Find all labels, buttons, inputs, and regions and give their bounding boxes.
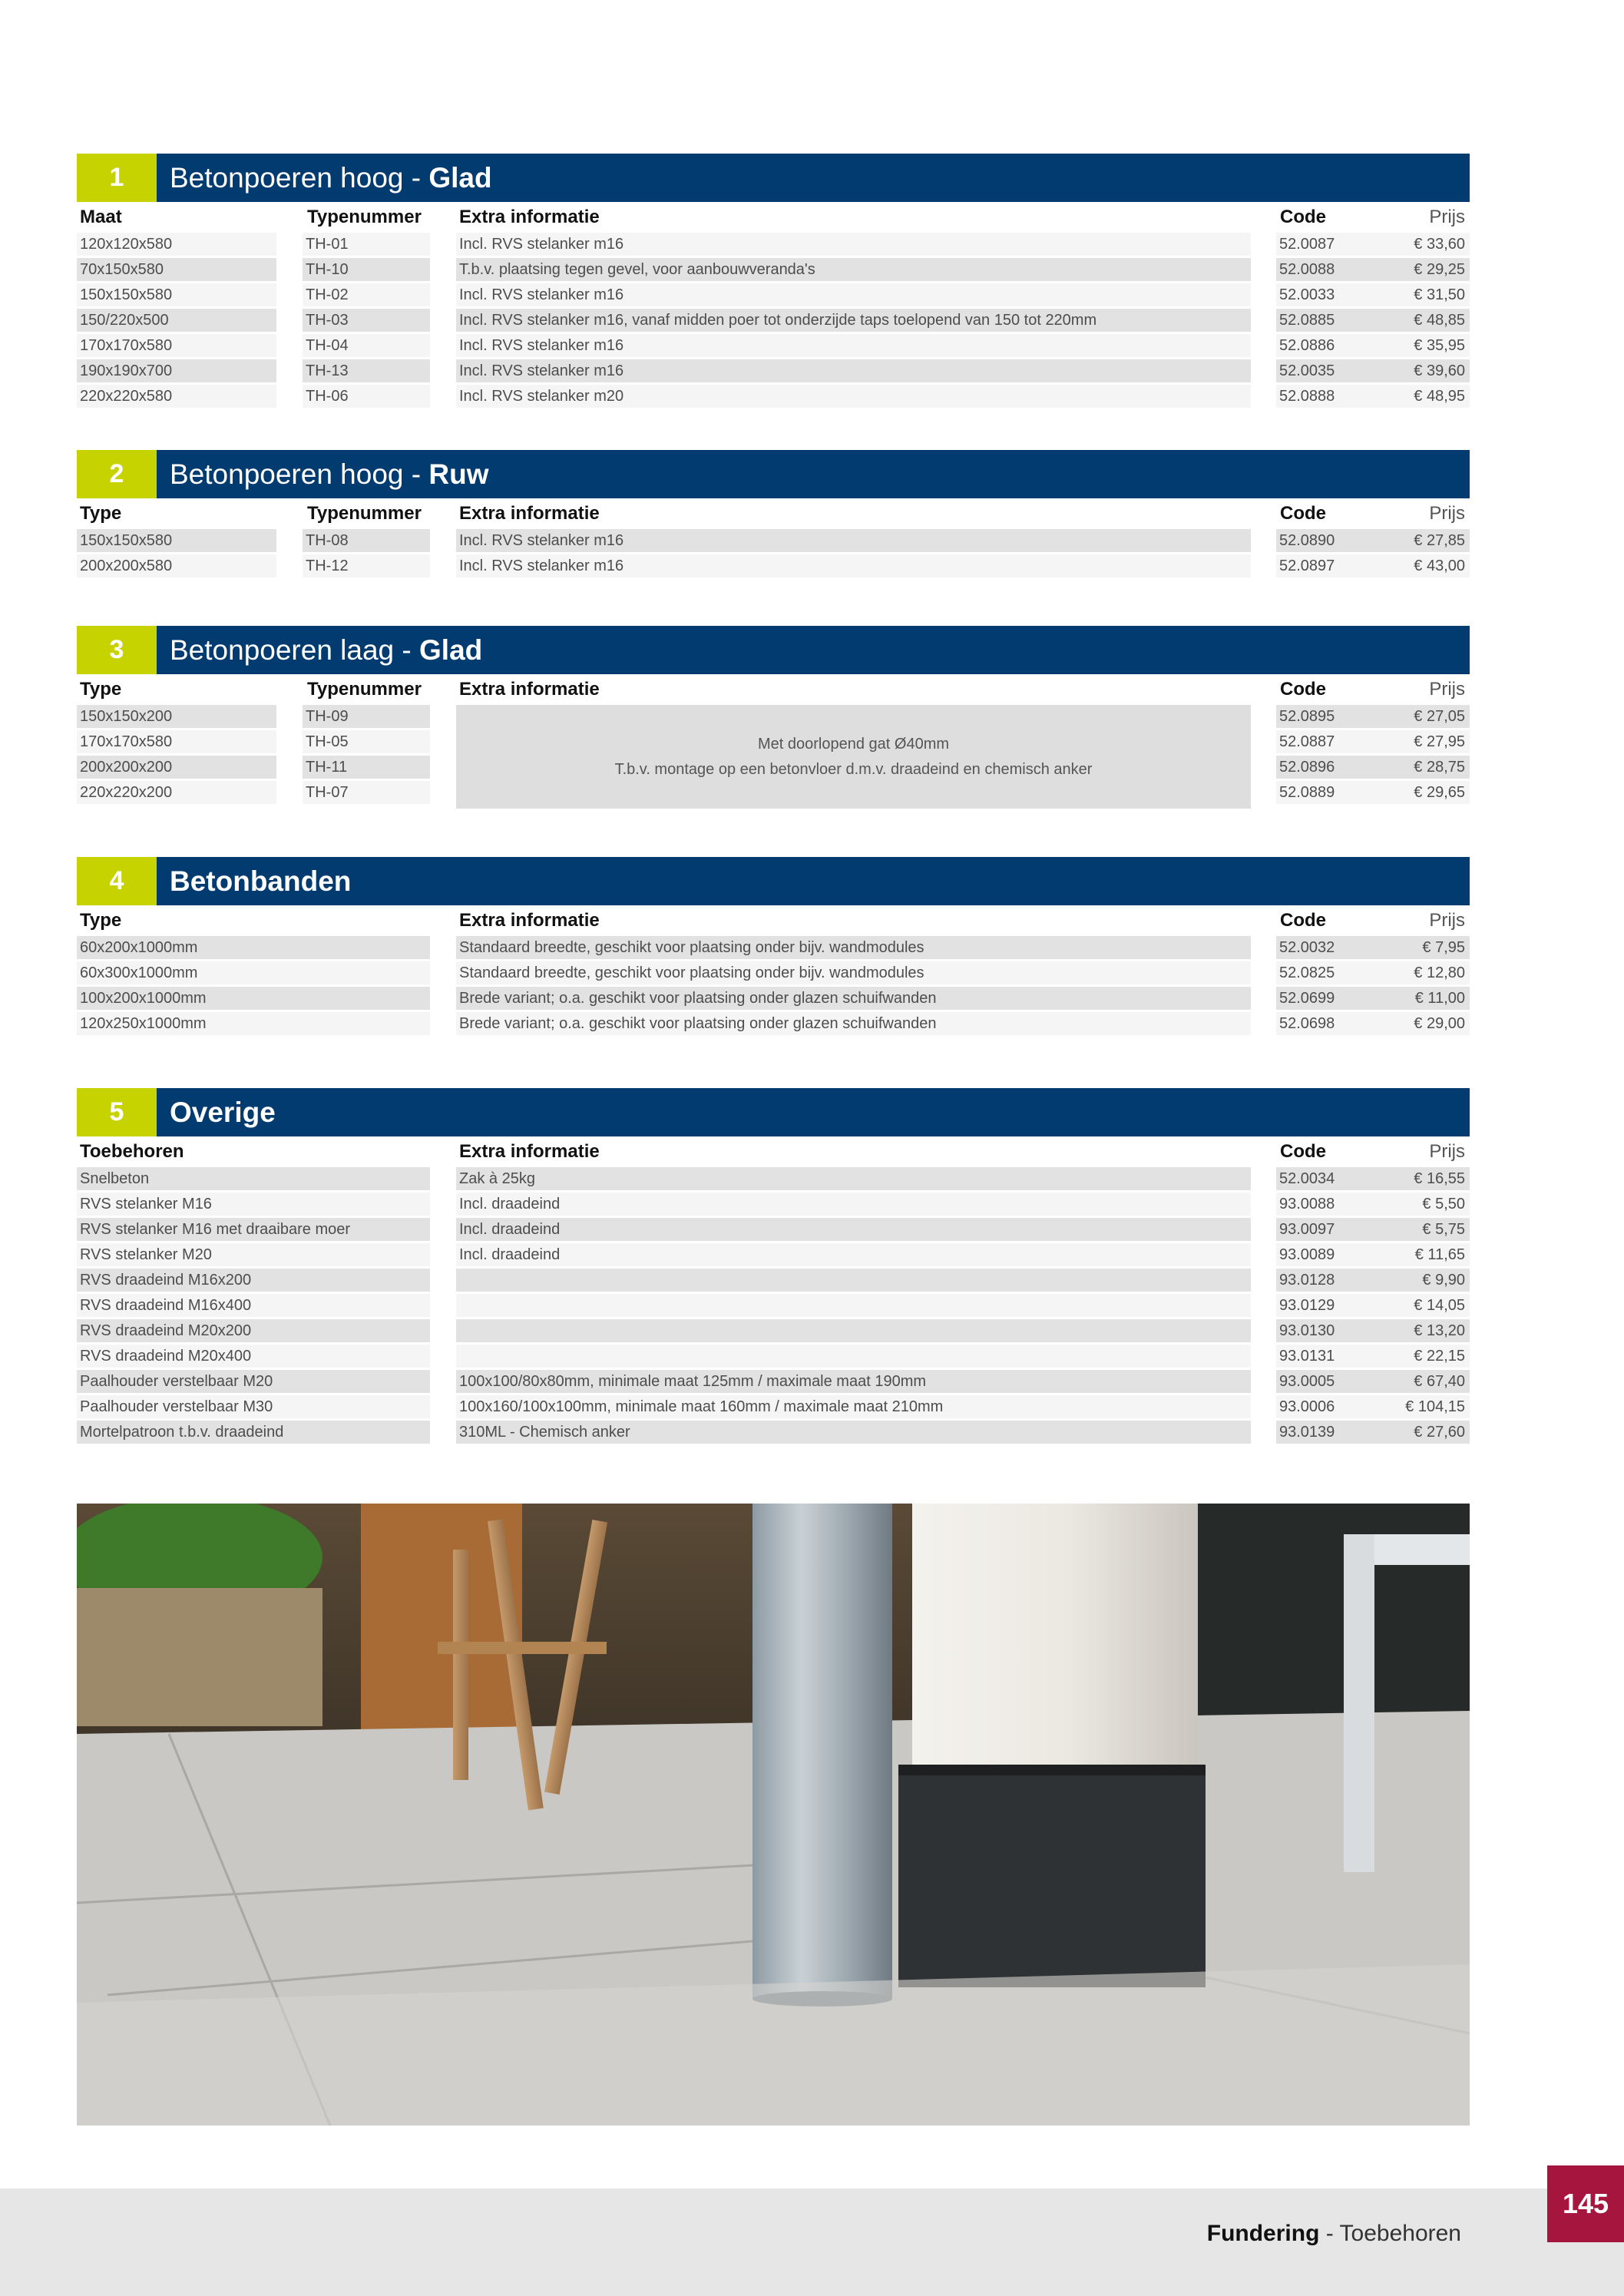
table-body [77, 936, 1470, 1035]
table-row [77, 987, 1470, 1010]
table-row [77, 1345, 1470, 1368]
cell-extra-informatie [456, 1269, 1251, 1292]
cell-typenummer: TH-10 [303, 258, 430, 281]
cell-prijs: € 27,85 [1368, 529, 1470, 552]
cell-code: 93.0130 [1276, 1319, 1368, 1342]
cell-extra-informatie: Zak à 25kg [456, 1167, 1251, 1190]
cell-toebehoren: Paalhouder verstelbaar M30 [77, 1395, 430, 1418]
cell-extra-informatie: T.b.v. plaatsing tegen gevel, voor aanbouwveranda's [456, 258, 1251, 281]
cell-prijs: € 29,25 [1368, 258, 1470, 281]
cell-prijs: € 7,95 [1368, 936, 1470, 959]
cell-code: 52.0032 [1276, 936, 1368, 959]
cell-maat: 190x190x700 [77, 359, 276, 382]
col-header-prijs: Prijs [1429, 503, 1465, 524]
table-row [77, 756, 1470, 779]
table-row [77, 233, 1470, 256]
cell-code: 52.0887 [1276, 730, 1368, 753]
table-row [77, 1012, 1470, 1035]
cell-typenummer: TH-08 [303, 529, 430, 552]
cell-toebehoren: Mortelpatroon t.b.v. draadeind [77, 1421, 430, 1444]
table-row [77, 283, 1470, 306]
cell-code: 93.0128 [1276, 1269, 1368, 1292]
section-title: Overige [170, 1096, 276, 1128]
column-headers [77, 1136, 1470, 1167]
cell-typenummer: TH-05 [303, 730, 430, 753]
cell-code: 52.0890 [1276, 529, 1368, 552]
col-header-type: Type [80, 679, 122, 700]
table-row [77, 961, 1470, 984]
section-header [77, 1088, 1470, 1136]
col-header-extra-informatie: Extra informatie [459, 679, 600, 700]
column-headers [77, 498, 1470, 529]
cell-prijs: € 12,80 [1368, 961, 1470, 984]
col-header-prijs: Prijs [1429, 910, 1465, 931]
product-photo [77, 1504, 1470, 2126]
cell-extra-informatie: Incl. RVS stelanker m16, vanaf midden poer tot onderzijde taps toelopend van 150 tot 220mm [456, 309, 1251, 332]
cell-code: 93.0089 [1276, 1243, 1368, 1266]
cell-toebehoren: RVS stelanker M16 met draaibare moer [77, 1218, 430, 1241]
col-header-extra-informatie: Extra informatie [459, 1141, 600, 1162]
footer-section-label: Fundering - Toebehoren [1206, 2221, 1461, 2246]
section-header [77, 626, 1470, 674]
cell-prijs: € 31,50 [1368, 283, 1470, 306]
table-row [77, 1395, 1470, 1418]
cell-type: 170x170x580 [77, 730, 276, 753]
section-title: Betonpoeren hoog - Glad [170, 161, 492, 194]
col-header-typenummer: Typenummer [307, 503, 422, 524]
section-number: 3 [77, 626, 157, 674]
cell-extra-informatie [456, 1319, 1251, 1342]
table-row [77, 730, 1470, 753]
col-header-code: Code [1280, 207, 1326, 227]
cell-code: 93.0006 [1276, 1395, 1368, 1418]
table-body [77, 705, 1470, 804]
col-header-code: Code [1280, 503, 1326, 524]
cell-extra-informatie: Incl. RVS stelanker m16 [456, 554, 1251, 577]
cell-code: 52.0825 [1276, 961, 1368, 984]
cell-prijs: € 11,65 [1368, 1243, 1470, 1266]
col-header-type: Type [80, 910, 122, 931]
cell-type: 100x200x1000mm [77, 987, 430, 1010]
cell-prijs: € 27,05 [1368, 705, 1470, 728]
section-number: 5 [77, 1088, 157, 1136]
section-header [77, 857, 1470, 905]
cell-code: 52.0896 [1276, 756, 1368, 779]
cell-extra-informatie: Incl. draadeind [456, 1243, 1251, 1266]
cell-extra-informatie: Standaard breedte, geschikt voor plaatsing onder bijv. wandmodules [456, 961, 1251, 984]
cell-toebehoren: RVS draadeind M16x200 [77, 1269, 430, 1292]
cell-toebehoren: RVS stelanker M20 [77, 1243, 430, 1266]
cell-prijs: € 33,60 [1368, 233, 1470, 256]
section-betonpoeren-hoog-ruw [77, 450, 1470, 580]
cell-extra-informatie [456, 1294, 1251, 1317]
col-header-prijs: Prijs [1429, 679, 1465, 700]
column-headers [77, 674, 1470, 705]
cell-prijs: € 14,05 [1368, 1294, 1470, 1317]
cell-typenummer: TH-09 [303, 705, 430, 728]
cell-prijs: € 35,95 [1368, 334, 1470, 357]
cell-prijs: € 48,95 [1368, 385, 1470, 408]
table-row [77, 309, 1470, 332]
col-header-code: Code [1280, 910, 1326, 931]
cell-prijs: € 48,85 [1368, 309, 1470, 332]
cell-prijs: € 13,20 [1368, 1319, 1470, 1342]
cell-maat: 220x220x580 [77, 385, 276, 408]
cell-code: 52.0888 [1276, 385, 1368, 408]
table-body [77, 233, 1470, 408]
col-header-prijs: Prijs [1429, 1141, 1465, 1162]
cell-maat: 170x170x580 [77, 334, 276, 357]
col-header-typenummer: Typenummer [307, 207, 422, 227]
table-row [77, 385, 1470, 408]
cell-code: 52.0886 [1276, 334, 1368, 357]
col-header-extra-informatie: Extra informatie [459, 910, 600, 931]
cell-extra-informatie: Brede variant; o.a. geschikt voor plaatsing onder glazen schuifwanden [456, 1012, 1251, 1035]
cell-typenummer: TH-01 [303, 233, 430, 256]
section-title: Betonbanden [170, 865, 352, 897]
cell-extra-informatie: Incl. RVS stelanker m16 [456, 359, 1251, 382]
cell-typenummer: TH-13 [303, 359, 430, 382]
cell-extra-informatie: 100x160/100x100mm, minimale maat 160mm / maximale maat 210mm [456, 1395, 1251, 1418]
cell-prijs: € 39,60 [1368, 359, 1470, 382]
cell-toebehoren: RVS draadeind M20x400 [77, 1345, 430, 1368]
table-body [77, 529, 1470, 577]
table-row [77, 705, 1470, 728]
cell-extra-informatie: Incl. RVS stelanker m16 [456, 233, 1251, 256]
table-row [77, 1319, 1470, 1342]
cell-code: 52.0699 [1276, 987, 1368, 1010]
cell-typenummer: TH-11 [303, 756, 430, 779]
section-number: 4 [77, 857, 157, 905]
cell-type: 220x220x200 [77, 781, 276, 804]
cell-prijs: € 9,90 [1368, 1269, 1470, 1292]
cell-toebehoren: Snelbeton [77, 1167, 430, 1190]
cell-type: 150x150x580 [77, 529, 276, 552]
cell-code: 93.0139 [1276, 1421, 1368, 1444]
photo-illustration [77, 1504, 1470, 2126]
section-betonpoeren-hoog-glad [77, 154, 1470, 410]
cell-extra-informatie: 310ML - Chemisch anker [456, 1421, 1251, 1444]
cell-code: 52.0035 [1276, 359, 1368, 382]
col-header-typenummer: Typenummer [307, 679, 422, 700]
cell-extra-informatie: Incl. draadeind [456, 1218, 1251, 1241]
cell-prijs: € 27,60 [1368, 1421, 1470, 1444]
column-headers [77, 202, 1470, 233]
cell-code: 52.0895 [1276, 705, 1368, 728]
section-number: 2 [77, 450, 157, 498]
cell-code: 52.0889 [1276, 781, 1368, 804]
col-header-code: Code [1280, 679, 1326, 700]
cell-code: 52.0088 [1276, 258, 1368, 281]
cell-maat: 70x150x580 [77, 258, 276, 281]
cell-toebehoren: Paalhouder verstelbaar M20 [77, 1370, 430, 1393]
col-header-code: Code [1280, 1141, 1326, 1162]
cell-extra-informatie: Incl. draadeind [456, 1193, 1251, 1216]
cell-prijs: € 29,00 [1368, 1012, 1470, 1035]
cell-code: 52.0034 [1276, 1167, 1368, 1190]
col-header-maat: Maat [80, 207, 122, 227]
cell-prijs: € 22,15 [1368, 1345, 1470, 1368]
cell-code: 52.0087 [1276, 233, 1368, 256]
cell-prijs: € 11,00 [1368, 987, 1470, 1010]
cell-prijs: € 67,40 [1368, 1370, 1470, 1393]
cell-maat: 120x120x580 [77, 233, 276, 256]
page-footer [0, 2188, 1624, 2296]
cell-prijs: € 104,15 [1368, 1395, 1470, 1418]
table-row [77, 781, 1470, 804]
table-row [77, 1218, 1470, 1241]
col-header-prijs: Prijs [1429, 207, 1465, 227]
cell-code: 52.0897 [1276, 554, 1368, 577]
cell-type: 60x300x1000mm [77, 961, 430, 984]
cell-type: 60x200x1000mm [77, 936, 430, 959]
cell-typenummer: TH-12 [303, 554, 430, 577]
section-title: Betonpoeren hoog - Ruw [170, 458, 489, 490]
section-header [77, 154, 1470, 202]
section-overige [77, 1088, 1470, 1446]
cell-extra-informatie: Incl. RVS stelanker m20 [456, 385, 1251, 408]
cell-type: 150x150x200 [77, 705, 276, 728]
page-number: 145 [1547, 2165, 1624, 2242]
table-row [77, 529, 1470, 552]
table-row [77, 334, 1470, 357]
info-line-2: T.b.v. montage op een betonvloer d.m.v. draadeind en chemisch anker [614, 760, 1093, 778]
table-row [77, 1421, 1470, 1444]
cell-toebehoren: RVS draadeind M16x400 [77, 1294, 430, 1317]
table-row [77, 1243, 1470, 1266]
cell-code: 93.0088 [1276, 1193, 1368, 1216]
info-line-1: Met doorlopend gat Ø40mm [757, 735, 950, 753]
cell-code: 93.0005 [1276, 1370, 1368, 1393]
table-row [77, 1193, 1470, 1216]
cell-typenummer: TH-03 [303, 309, 430, 332]
cell-code: 93.0097 [1276, 1218, 1368, 1241]
cell-typenummer: TH-04 [303, 334, 430, 357]
cell-code: 52.0698 [1276, 1012, 1368, 1035]
cell-maat: 150x150x580 [77, 283, 276, 306]
cell-toebehoren: RVS stelanker M16 [77, 1193, 430, 1216]
column-headers [77, 905, 1470, 936]
cell-type: 120x250x1000mm [77, 1012, 430, 1035]
table-row [77, 554, 1470, 577]
cell-extra-informatie: Incl. RVS stelanker m16 [456, 283, 1251, 306]
col-header-extra-informatie: Extra informatie [459, 207, 600, 227]
cell-code: 93.0131 [1276, 1345, 1368, 1368]
cell-prijs: € 5,50 [1368, 1193, 1470, 1216]
cell-maat: 150/220x500 [77, 309, 276, 332]
section-betonpoeren-laag-glad [77, 626, 1470, 806]
cell-code: 93.0129 [1276, 1294, 1368, 1317]
section-betonbanden [77, 857, 1470, 1037]
table-row [77, 359, 1470, 382]
section-title: Betonpoeren laag - Glad [170, 634, 483, 666]
cell-prijs: € 5,75 [1368, 1218, 1470, 1241]
cell-type: 200x200x200 [77, 756, 276, 779]
table-row [77, 1370, 1470, 1393]
cell-prijs: € 28,75 [1368, 756, 1470, 779]
col-header-extra-informatie: Extra informatie [459, 503, 600, 524]
cell-code: 52.0885 [1276, 309, 1368, 332]
cell-prijs: € 43,00 [1368, 554, 1470, 577]
cell-typenummer: TH-02 [303, 283, 430, 306]
cell-extra-informatie [456, 1345, 1251, 1368]
cell-prijs: € 29,65 [1368, 781, 1470, 804]
table-row [77, 1167, 1470, 1190]
cell-type: 200x200x580 [77, 554, 276, 577]
cell-prijs: € 27,95 [1368, 730, 1470, 753]
section-number: 1 [77, 154, 157, 202]
col-header-type: Type [80, 503, 122, 524]
col-header-toebehoren: Toebehoren [80, 1141, 184, 1162]
table-row [77, 1294, 1470, 1317]
table-row [77, 1269, 1470, 1292]
cell-extra-informatie: 100x100/80x80mm, minimale maat 125mm / maximale maat 190mm [456, 1370, 1251, 1393]
table-row [77, 936, 1470, 959]
cell-typenummer: TH-07 [303, 781, 430, 804]
cell-prijs: € 16,55 [1368, 1167, 1470, 1190]
cell-toebehoren: RVS draadeind M20x200 [77, 1319, 430, 1342]
table-body [77, 1167, 1470, 1444]
cell-extra-informatie: Incl. RVS stelanker m16 [456, 529, 1251, 552]
cell-extra-informatie: Standaard breedte, geschikt voor plaatsing onder bijv. wandmodules [456, 936, 1251, 959]
cell-extra-informatie: Incl. RVS stelanker m16 [456, 334, 1251, 357]
cell-code: 52.0033 [1276, 283, 1368, 306]
cell-typenummer: TH-06 [303, 385, 430, 408]
section-header [77, 450, 1470, 498]
cell-extra-informatie: Brede variant; o.a. geschikt voor plaatsing onder glazen schuifwanden [456, 987, 1251, 1010]
table-row [77, 258, 1470, 281]
